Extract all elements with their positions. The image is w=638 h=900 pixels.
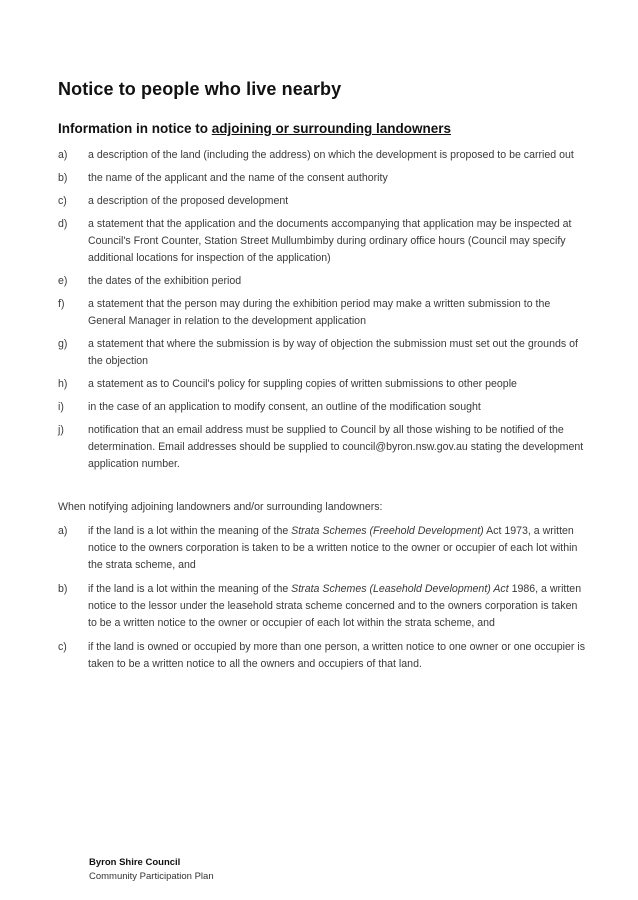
item-letter: b)	[58, 172, 68, 184]
item-text: a statement that where the submission is by way of objection the submission must set out the grounds of the objection	[88, 338, 578, 367]
list-item	[58, 376, 586, 393]
item-text-after: 1986, a written notice to the lessor under the leasehold strata scheme concerned and to the owners corporation is taken to be a written notice to the owner or occupier of each lot within the strata scheme, and	[88, 583, 582, 629]
item-text: a statement as to Council's policy for suppling copies of written submissions to other people	[88, 378, 517, 390]
item-text: the name of the applicant and the name of the consent authority	[88, 172, 388, 184]
item-text: a description of the proposed development	[88, 195, 289, 207]
page-title: Notice to people who live nearby	[58, 79, 342, 99]
act-title: Strata Schemes (Leasehold Development) Act	[291, 583, 509, 595]
list-item	[58, 193, 586, 210]
item-text: notification that an email address must be supplied to Council by all those wishing to be notified of the determination. Email addresses should be supplied to council@byron.nsw.gov.au stating the development application number.	[88, 424, 584, 470]
list-item	[58, 273, 586, 290]
section-heading	[58, 121, 451, 136]
item-text	[88, 523, 586, 574]
item-letter: h)	[58, 378, 68, 390]
list-item	[58, 296, 586, 330]
list-item	[58, 170, 586, 187]
item-letter: b)	[58, 583, 68, 595]
section-heading-underlined: adjoining or surrounding landowners	[211, 121, 451, 136]
section-heading-prefix: Information in notice to	[58, 121, 212, 136]
act-title: Strata Schemes (Freehold Development)	[291, 525, 484, 537]
list-item	[58, 581, 586, 632]
list-item	[58, 147, 586, 164]
item-text: a statement that the application and the documents accompanying that application may be inspected at Council's Front Counter, Station Street Mullumbimby during ordinary office hours (Council may specify additional locations for inspection of the application)	[88, 218, 572, 264]
item-letter: c)	[58, 195, 67, 207]
item-letter: c)	[58, 641, 67, 653]
item-text: a description of the land (including the address) on which the development is proposed to be carried out	[88, 149, 574, 161]
notifying-list	[58, 523, 586, 680]
footer-document-name: Community Participation Plan	[89, 871, 214, 882]
item-letter: a)	[58, 525, 68, 537]
list-item	[58, 216, 586, 267]
item-text-before: if the land is a lot within the meaning of the	[88, 525, 292, 537]
item-letter: j)	[58, 424, 64, 436]
information-list	[58, 147, 586, 479]
item-letter: i)	[58, 401, 64, 413]
item-letter: g)	[58, 338, 68, 350]
notifying-intro: When notifying adjoining landowners and/or surrounding landowners:	[58, 501, 383, 513]
list-item	[58, 523, 586, 574]
list-item	[58, 422, 586, 473]
item-text	[88, 639, 586, 673]
item-text	[88, 581, 586, 632]
item-text: in the case of an application to modify consent, an outline of the modification sought	[88, 401, 481, 413]
item-text-after: Act 1973, a written notice to the owners corporation is taken to be a written notice to the owner or occupier of each lot within the strata scheme, and	[88, 525, 578, 571]
item-text: a statement that the person may during the exhibition period may make a written submission to the General Manager in relation to the development application	[88, 298, 551, 327]
page-footer	[89, 856, 214, 884]
item-text-before: if the land is owned or occupied by more than one person, a written notice to one owner or one occupier is taken to be a written notice to all the owners and occupiers of that land.	[88, 641, 586, 670]
item-text: the dates of the exhibition period	[88, 275, 242, 287]
item-letter: e)	[58, 275, 68, 287]
footer-organisation: Byron Shire Council	[89, 857, 181, 868]
item-text-before: if the land is a lot within the meaning of the	[88, 583, 292, 595]
list-item	[58, 399, 586, 416]
item-letter: d)	[58, 218, 68, 230]
item-letter: f)	[58, 298, 65, 310]
list-item	[58, 639, 586, 673]
item-letter: a)	[58, 149, 68, 161]
list-item	[58, 336, 586, 370]
